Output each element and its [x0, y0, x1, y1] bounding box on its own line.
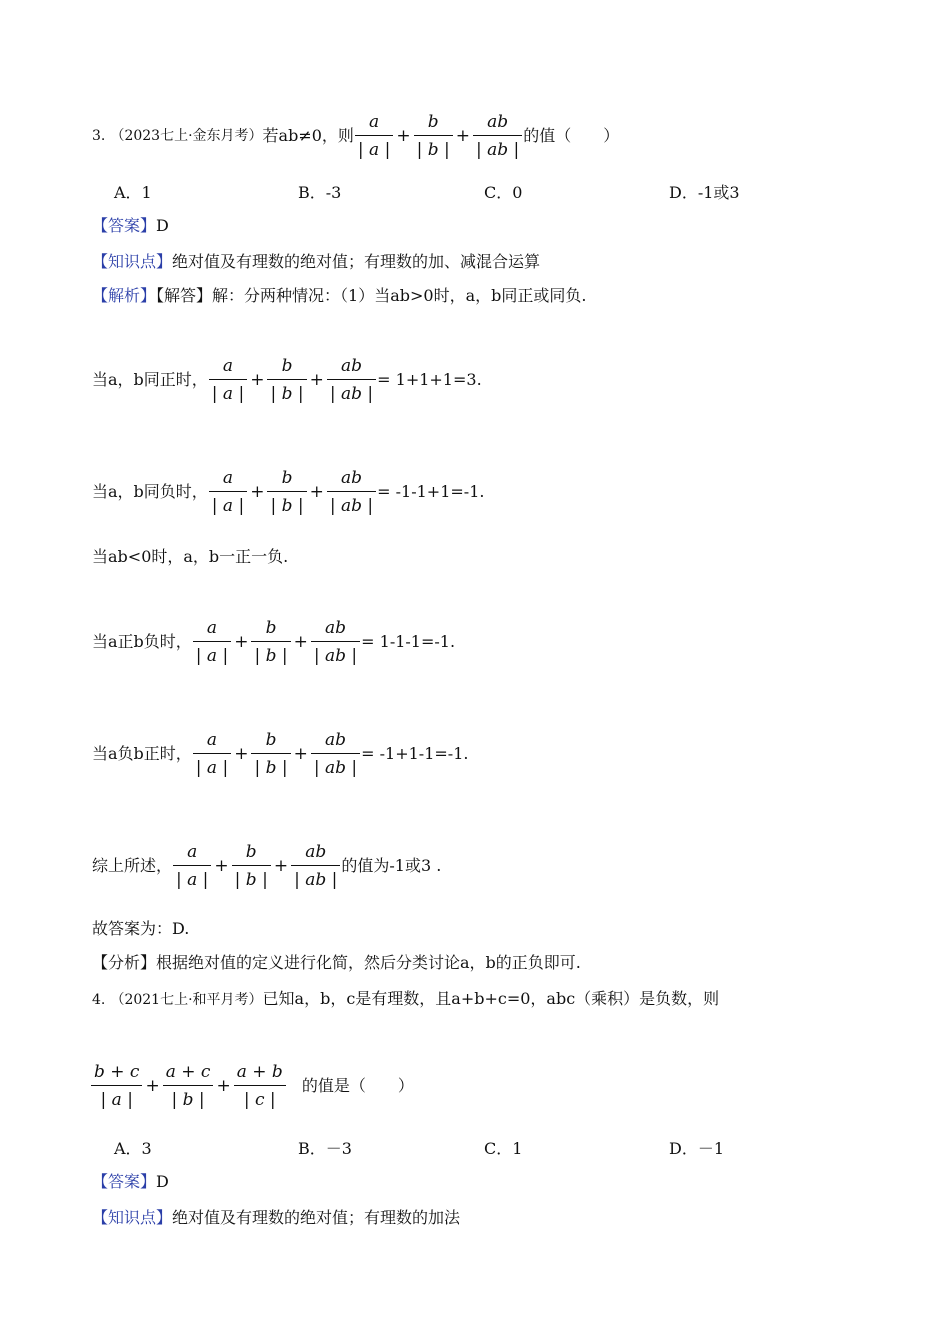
q3-case4	[92, 730, 468, 778]
q3-source: （2023七上·金东月考）	[110, 128, 263, 144]
q4-source: （2021七上·和平月考）	[110, 992, 263, 1008]
q3-case3-post: = 1-1-1=-1.	[361, 632, 456, 651]
q3-case3-intro: 当ab<0时，a，b一正一负.	[92, 547, 289, 566]
q3-case1-pre: 当a，b同正时，	[92, 370, 208, 389]
q3-summary-post: 的值为-1或3 .	[341, 856, 442, 875]
q3-option-d: D．-1或3	[669, 183, 740, 202]
q3-case4-expression: $\frac{a}{| a |}$ + $\frac{b}{| b |}$ + $\frac{ab}{| ab |}$	[192, 730, 361, 778]
q3-case2-pre: 当a，b同负时，	[92, 482, 208, 501]
q4-answer-tag: 【答案】	[92, 1172, 157, 1191]
q3-case4-pre: 当a负b正时，	[92, 744, 192, 763]
q3-analysis-line	[92, 285, 586, 307]
q3-stem-pre: 若ab≠0，则	[262, 126, 354, 145]
q3-case2	[92, 468, 484, 516]
q4-expression: $\frac{b + c}{| a |}$ + $\frac{a + c}{| b |}$ + $\frac{a + b}{| c |}$	[90, 1062, 287, 1110]
q4-stem-line	[92, 988, 719, 1011]
q3-summary	[92, 842, 441, 890]
q3-answer: D	[156, 216, 169, 235]
q4-stem-post: 的值是（ ）	[301, 1076, 414, 1095]
q3-expression: $\frac{a}{| a |}$ + $\frac{b}{| b |}$ + $\frac{ab}{| ab |}$	[354, 112, 523, 160]
q3-summary-pre: 综上所述，	[92, 856, 173, 875]
q3-answer-line	[92, 215, 169, 237]
q3-case4-post: = -1+1-1=-1.	[361, 744, 469, 763]
q4-knowledge-tag: 【知识点】	[92, 1208, 173, 1227]
q3-case1-expression: $\frac{a}{| a |}$ + $\frac{b}{| b |}$ + $\frac{ab}{| ab |}$	[208, 356, 377, 404]
q3-analysis-tag: 【解析】	[92, 286, 157, 305]
q3-case3-pre: 当a正b负时，	[92, 632, 192, 651]
q4-answer-line	[92, 1171, 169, 1193]
q3-knowledge-line	[92, 251, 540, 273]
q3-final-answer: 故答案为：D.	[92, 919, 190, 938]
q4-option-d: D．－1	[669, 1139, 725, 1158]
fraction-ab: $\frac{ab}{| ab |}$	[473, 112, 522, 160]
q3-option-b: B．-3	[298, 183, 342, 202]
fraction-b: $\frac{b}{| b |}$	[414, 112, 453, 160]
q4-option-c: C．1	[484, 1139, 523, 1158]
q3-analysis-intro: 【解答】解：分两种情况：（1）当ab>0时，a，b同正或同负.	[156, 286, 587, 305]
q3-analysis-summary: 【分析】根据绝对值的定义进行化简，然后分类讨论a，b的正负即可.	[92, 953, 581, 972]
q4-knowledge-line	[92, 1207, 460, 1229]
q3-case1-post: = 1+1+1=3.	[377, 370, 482, 389]
q4-stem: 已知a，b，c是有理数，且a+b+c=0，abc（乘积）是负数，则	[262, 989, 720, 1008]
q3-stem-line	[92, 112, 619, 160]
q4-answer: D	[156, 1172, 169, 1191]
q3-case3	[92, 618, 455, 666]
q3-case3-expression: $\frac{a}{| a |}$ + $\frac{b}{| b |}$ + $\frac{ab}{| ab |}$	[192, 618, 361, 666]
q3-option-c: C．0	[484, 183, 523, 202]
fraction-a: $\frac{a}{| a |}$	[355, 112, 393, 160]
q3-case1	[92, 356, 482, 404]
q4-option-a: A．3	[114, 1139, 152, 1158]
q3-summary-expression: $\frac{a}{| a |}$ + $\frac{b}{| b |}$ + $\frac{ab}{| ab |}$	[172, 842, 341, 890]
q4-option-b: B．－3	[298, 1139, 352, 1158]
q3-case2-post: = -1-1+1=-1.	[377, 482, 485, 501]
q3-option-a: A．1	[114, 183, 152, 202]
q4-expression-line	[90, 1062, 414, 1110]
q3-answer-tag: 【答案】	[92, 216, 157, 235]
q3-number: 3.	[92, 128, 106, 144]
q3-knowledge: 绝对值及有理数的绝对值；有理数的加、减混合运算	[172, 252, 541, 271]
q3-case2-expression: $\frac{a}{| a |}$ + $\frac{b}{| b |}$ + $\frac{ab}{| ab |}$	[208, 468, 377, 516]
q4-knowledge: 绝对值及有理数的绝对值；有理数的加法	[172, 1208, 461, 1227]
q3-stem-post: 的值（ ）	[523, 126, 620, 145]
q4-number: 4.	[92, 992, 106, 1008]
q3-knowledge-tag: 【知识点】	[92, 252, 173, 271]
